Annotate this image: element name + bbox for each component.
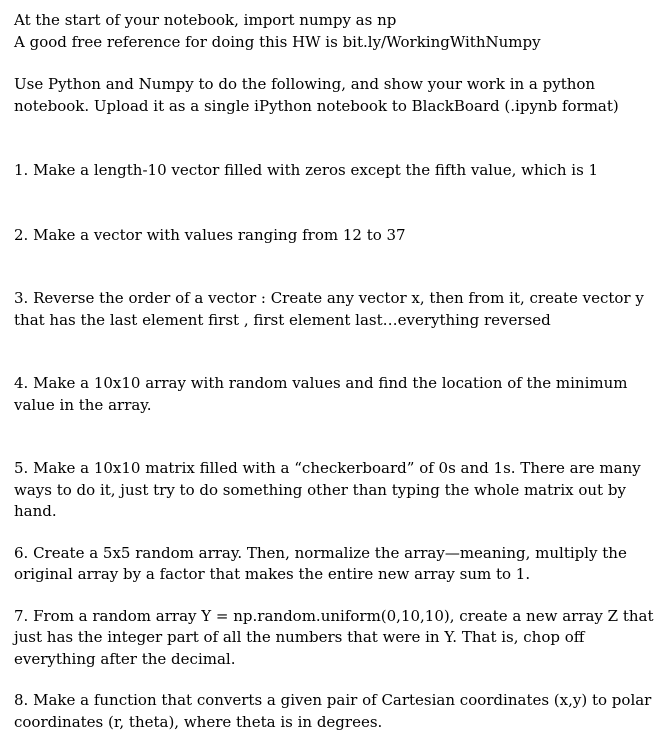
question-7-line-1: 7. From a random array Y = np.random.uniform(0,10,10), create a new array Z that <box>14 606 654 625</box>
question-8-line-1: 8. Make a function that converts a given pair of Cartesian coordinates (x,y) to polar <box>14 691 652 709</box>
question-6 <box>14 543 662 586</box>
intro-line-2: notebook. Upload it as a single iPython notebook to BlackBoard (.ipynb format) <box>14 96 619 115</box>
question-8-line-2: coordinates (r, theta), where theta is in degrees. <box>14 712 383 731</box>
question-7 <box>14 606 662 671</box>
question-1 <box>14 160 662 182</box>
question-1-line-1: 1. Make a length-10 vector filled with zeros except the fifth value, which is 1 <box>14 161 599 179</box>
question-6-line-2: original array by a factor that makes the entire new array sum to 1. <box>14 565 531 583</box>
question-3 <box>14 288 662 331</box>
question-4-line-2: value in the array. <box>14 395 152 414</box>
question-3-line-2: that has the last element first , first element last…everything reversed <box>14 310 551 329</box>
intro-line-1: Use Python and Numpy to do the following, and show your work in a python <box>14 75 596 93</box>
question-4-line-1: 4. Make a 10x10 array with random values and find the location of the minimum <box>14 374 628 392</box>
header-line-2: A good free reference for doing this HW is bit.ly/WorkingWithNumpy <box>14 32 541 51</box>
question-6-line-1: 6. Create a 5x5 random array. Then, normalize the array—meaning, multiply the <box>14 543 627 562</box>
question-3-line-1: 3. Reverse the order of a vector : Create any vector x, then from it, create vector y <box>14 289 644 307</box>
header-line-1: At the start of your notebook, import numpy as np <box>14 11 397 29</box>
question-2 <box>14 225 662 247</box>
intro-block <box>14 74 662 117</box>
question-8 <box>14 690 662 733</box>
question-2-line-1: 2. Make a vector with values ranging from 12 to 37 <box>14 225 406 244</box>
question-4 <box>14 373 662 416</box>
question-5-line-1: 5. Make a 10x10 matrix filled with a “checkerboard” of 0s and 1s. There are many <box>14 459 641 477</box>
question-5-line-2: ways to do it, just try to do something other than typing the whole matrix out by <box>14 480 626 499</box>
document-page <box>14 10 662 733</box>
question-5-line-3: hand. <box>14 502 57 520</box>
header-block <box>14 10 662 53</box>
question-5 <box>14 458 662 523</box>
question-7-line-3: everything after the decimal. <box>14 649 236 668</box>
question-7-line-2: just has the integer part of all the numbers that were in Y. That is, chop off <box>14 628 585 646</box>
